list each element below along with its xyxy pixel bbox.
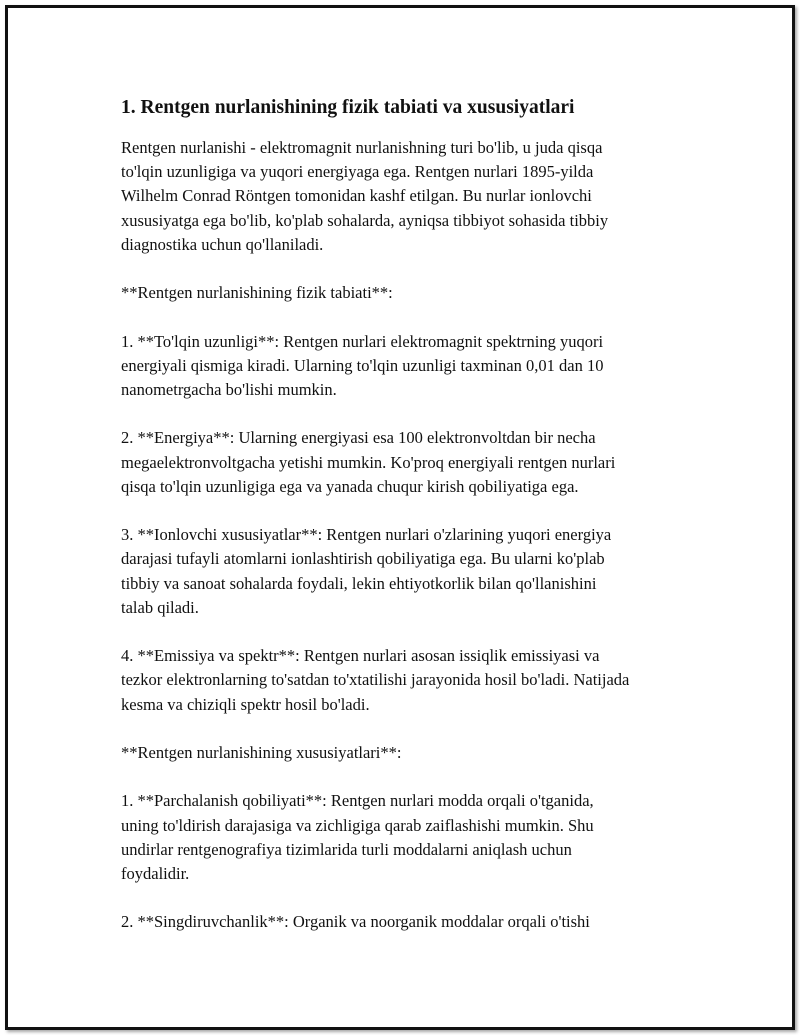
text-line: xususiyatga ega bo'lib, ko'plab sohalarda, ayniqsa tibbiyot sohasida tibbiy bbox=[121, 210, 609, 230]
section-heading-properties bbox=[121, 741, 701, 765]
section-heading-physical-nature bbox=[121, 281, 701, 305]
document-title: 1. Rentgen nurlanishining fizik tabiati va xususiyatlari bbox=[121, 97, 575, 118]
text-line: diagnostika uchun qo'llaniladi. bbox=[121, 234, 324, 254]
text-line: uning to'ldirish darajasiga va zichligiga qarab zaiflashishi mumkin. Shu bbox=[121, 815, 594, 835]
text-line: 4. **Emissiya va spektr**: Rentgen nurlari asosan issiqlik emissiyasi va bbox=[121, 646, 600, 666]
text-line: **Rentgen nurlanishining xususiyatlari**: bbox=[121, 742, 402, 762]
list-item-wavelength bbox=[121, 330, 701, 403]
document-page bbox=[5, 5, 795, 1030]
text-line: darajasi tufayli atomlarni ionlashtirish qobiliyatiga ega. Bu ularni ko'plab bbox=[121, 549, 605, 569]
text-line: 1. **To'lqin uzunligi**: Rentgen nurlari elektromagnit spektrning yuqori bbox=[121, 331, 604, 351]
text-line: tezkor elektronlarning to'satdan to'xtatilishi jarayonida hosil bo'ladi. Natijada bbox=[121, 670, 630, 690]
text-line: megaelektronvoltgacha yetishi mumkin. Ko'proq energiyali rentgen nurlari bbox=[121, 452, 616, 472]
text-line: Wilhelm Conrad Röntgen tomonidan kashf etilgan. Bu nurlar ionlovchi bbox=[121, 186, 592, 206]
text-line: 2. **Singdiruvchanlik**: Organik va noorganik moddalar orqali o'tishi bbox=[121, 912, 590, 932]
text-line: energiyali qismiga kiradi. Ularning to'lqin uzunligi taxminan 0,01 dan 10 bbox=[121, 355, 604, 375]
list-item-energy bbox=[121, 426, 701, 499]
text-line: Rentgen nurlanishi - elektromagnit nurlanishning turi bo'lib, u juda qisqa bbox=[121, 138, 603, 157]
text-line: nanometrgacha bo'lishi mumkin. bbox=[121, 380, 337, 399]
text-line: tibbiy va sanoat sohalarda foydali, lekin ehtiyotkorlik bilan qo'llanishini bbox=[121, 573, 597, 593]
list-item-emission bbox=[121, 644, 701, 717]
text-line: 2. **Energiya**: Ularning energiyasi esa 100 elektronvoltdan bir necha bbox=[121, 428, 596, 448]
text-line: kesma va chiziqli spektr hosil bo'ladi. bbox=[121, 694, 370, 714]
document-content bbox=[121, 96, 701, 959]
text-line: qisqa to'lqin uzunligiga ega va yanada chuqur kirish qobiliyatiga ega. bbox=[121, 476, 579, 496]
list-item-ionizing bbox=[121, 523, 701, 620]
paragraph-intro bbox=[121, 136, 701, 257]
list-item-attenuation bbox=[121, 789, 701, 886]
text-line: to'lqin uzunligiga va yuqori energiyaga ega. Rentgen nurlari 1895-yilda bbox=[121, 162, 594, 182]
text-line: 1. **Parchalanish qobiliyati**: Rentgen nurlari modda orqali o'tganida, bbox=[121, 791, 594, 811]
list-item-penetration bbox=[121, 910, 701, 934]
text-line: 3. **Ionlovchi xususiyatlar**: Rentgen nurlari o'zlarining yuqori energiya bbox=[121, 525, 612, 545]
text-line: **Rentgen nurlanishining fizik tabiati**: bbox=[121, 283, 393, 303]
text-line: undirlar rentgenografiya tizimlarida turli moddalarni aniqlash uchun bbox=[121, 839, 572, 859]
text-line: talab qiladi. bbox=[121, 597, 199, 617]
text-line: foydalidir. bbox=[121, 863, 190, 883]
